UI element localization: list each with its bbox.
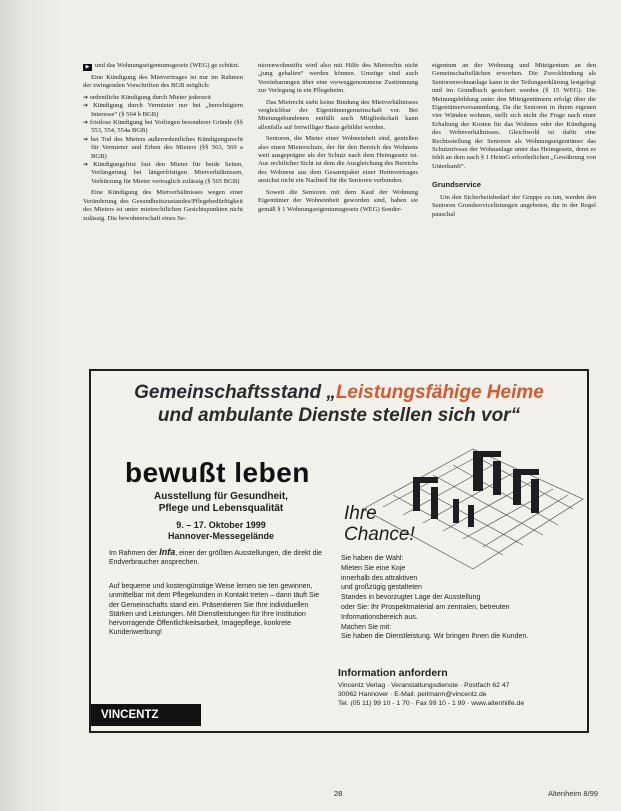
text-column-3 [432, 62, 596, 222]
ad-info-heading: Information anfordern [338, 667, 448, 679]
advertisement-box [89, 369, 589, 733]
magazine-footer: Altenheim 8/99 [548, 789, 599, 798]
paragraph: eigentum an der Wohnung und Miteigentum an den Gemeinschaftsflächen erworben. Die Zweckbindung als Seniorenwohnanlage kann in der Teilungserklärung festgelegt und im Grundbuch gesichert werden (§ 15 WEG). Die Meinungsbildung unter den Miteigentümern erfolgt über die Eigentümerversammlung. Da die Senioren in ihrem eigenen vier Wänden wohnen, stellt sich nicht die Frage nach einer Erhaltung der Kosten für das Wohnen oder der Kündigung des Wohnverhältnisses. Gleichwohl ist dafür eine Rechtsstellung der Senioren als Wohnungseigentümer das Schutzniveau der Wohnanlage unter das Heimgesetz, denn es fehlt an dem nach § 1 HeimG erforderlichen „Gewährung von Unterkunft“. [432, 62, 596, 170]
arrow-bullet-icon: ➔ [83, 119, 89, 127]
vincentz-logo: VINCENTZ [91, 704, 201, 726]
infa-logo: Infa [159, 547, 176, 557]
arrow-bullet-icon: ➔ [83, 102, 89, 110]
ad-intro: Im Rahmen der Infa, einer der größten Ausstellungen, die direkt die Endverbraucher ansprechen. [109, 547, 322, 567]
page-number: 28 [334, 789, 343, 798]
list-item: ➔ Kündigungsfrist fast den Mieter für beide Seiten, Verlängerung bei längerfristigen Mietverhältnissen, Verkürzung für Mieter vertraglich zulässig (§ 565 BGB) [83, 161, 243, 185]
paragraph: Das Mietrecht sieht keine Bindung des Mietverhältnisses vergleichbar der Eigentümergemeinschaft vor. Bei Mietungebundenen entfällt auch Mitgliedschaft kann allenfalls auf freiwilliger Basis gebildet werden. [258, 98, 418, 131]
paragraph: Eine Kündigung des Mietvertrages ist nur im Rahmen der zwingenden Vorschriften des BGB möglich: [83, 74, 243, 90]
arrow-bullet-icon: ➔ [83, 93, 89, 101]
list-item: ➔ bei Tod des Mieters außerordentliches Kündigungsrecht für Vermieter und Erben des Mieters (§§ 563, 569 a BGB) [83, 135, 243, 160]
paragraph: Soweit die Senioren mit dem Kauf der Wohnung Eigentümer der Wohneinheit geworden sind, haben sie gemäß § 1 Wohnungseigentumsgesetz (WEG) Sonder- [258, 188, 418, 213]
ad-body: Auf bequeme und kostengünstige Weise lernen sie ten gewinnen, unmittelbar mit dem Pflegekunden in Kontakt treten – dann täuft Sie der Gemeinschafts stand ein. Präsentieren Sie Ihre individuellen Stärken und Leistungen. Mit Dienstleistungen für Ihre Institution hervorragende Öffentlichkeitsarbeit, Imagepflege, konkrete Kundenwerbung! [109, 583, 320, 637]
ad-date: 9. – 17. Oktober 1999 Hannover-Messegelände [167, 520, 275, 541]
bullet-list [83, 94, 243, 186]
list-item: ➔ fristlose Kündigung bei Vorliegen besonderer Gründe (§§ 553, 554, 554a BGB) [83, 119, 243, 135]
ad-title: bewußt leben [125, 457, 310, 488]
ad-contact: Vincentz Verlag · Veranstaltungsdienste · Postfach 62 47 30062 Hannover · E-Mail: peitmann@vincentz.de Tel. (05 11) 99 10 - 1 70 · Fax 99 10 - 1 99 · www.altenhilfe.de [338, 682, 525, 707]
paragraph: Um den Sicherheitsbedarf der Gruppe zu tun, werden den Senioren Grundservicelistungen angeboten, die in der Regel pauschal [432, 193, 596, 218]
list-item: ➔ ordentliche Kündigung durch Mieter jederzeit [83, 93, 211, 101]
arrow-bullet-icon: ➔ [83, 161, 89, 169]
ad-offers: Sie haben die Wahl: Mieten Sie eine Koje innerhalb des attraktiven und großzügig gestalteten Standes in bevorzugter Lage der Ausstellung oder Sie: Ihr Prospektmaterial am zentralen, betreuten Informationsbereich aus. Machen Sie mit: Sie haben die Dienstleistung. Wir bringen Ihnen die Kunden. [341, 555, 529, 641]
arrow-bullet-icon: ➔ [83, 135, 89, 143]
section-heading: Grundservice [432, 180, 481, 190]
ad-subtitle: Ausstellung für Gesundheit, Pflege und Lebensqualität [154, 491, 288, 514]
continued-marker-icon: ▶ [83, 64, 92, 71]
lead-paragraph: ▶ und das Wohnungseigentumsgesetz (WEG) ge schützt. [83, 62, 243, 71]
ad-headline: Gemeinschaftsstand „Leistungsfähige Heime und ambulante Dienste stellen sich vor“ [134, 382, 544, 426]
list-item: ➔ Kündigung durch Vermieter nur bei „berechtigtem Interesse“ (§ 564 b BGB) [83, 102, 243, 118]
text-column-1 [83, 62, 243, 226]
paragraph: niorenwohnstifts wird also mit Hilfe des Mietrechts nicht „jung gehalten“ werden können. Umzüge sind auch Vereinbarungen über eine vorweggenommene Zustimmung zur Verlegung in ein Pflegeheim. [258, 62, 418, 95]
paragraph: Eine Kündigung des Mietverhältnisses wegen einer Veränderung des Gesundheitszustandes/Pflegebedürftigkeit des Mieters ist unter mietrechtlichen Gesichtspunkten nicht zulässig. Die bewohnerschaft eines Se- [83, 189, 243, 222]
paragraph: Senioren, die Mieter einer Wohneinheit sind, genießen also einen Mieterschutz, der für den Bereich des Wohnens weit ausgeprägter als der Schutz nach dem Heimgesetz ist. Aus rechtlicher Sicht ist dem die Ausgleichung des Bereichs des Wohnens aus dem Gesamtpaket einer Heimvertrages ansichst nicht ein Nachteil für die Senioren verbunden. [258, 135, 418, 185]
text-column-2 [258, 62, 418, 217]
ad-chance-heading: Ihre Chance! [344, 503, 415, 545]
